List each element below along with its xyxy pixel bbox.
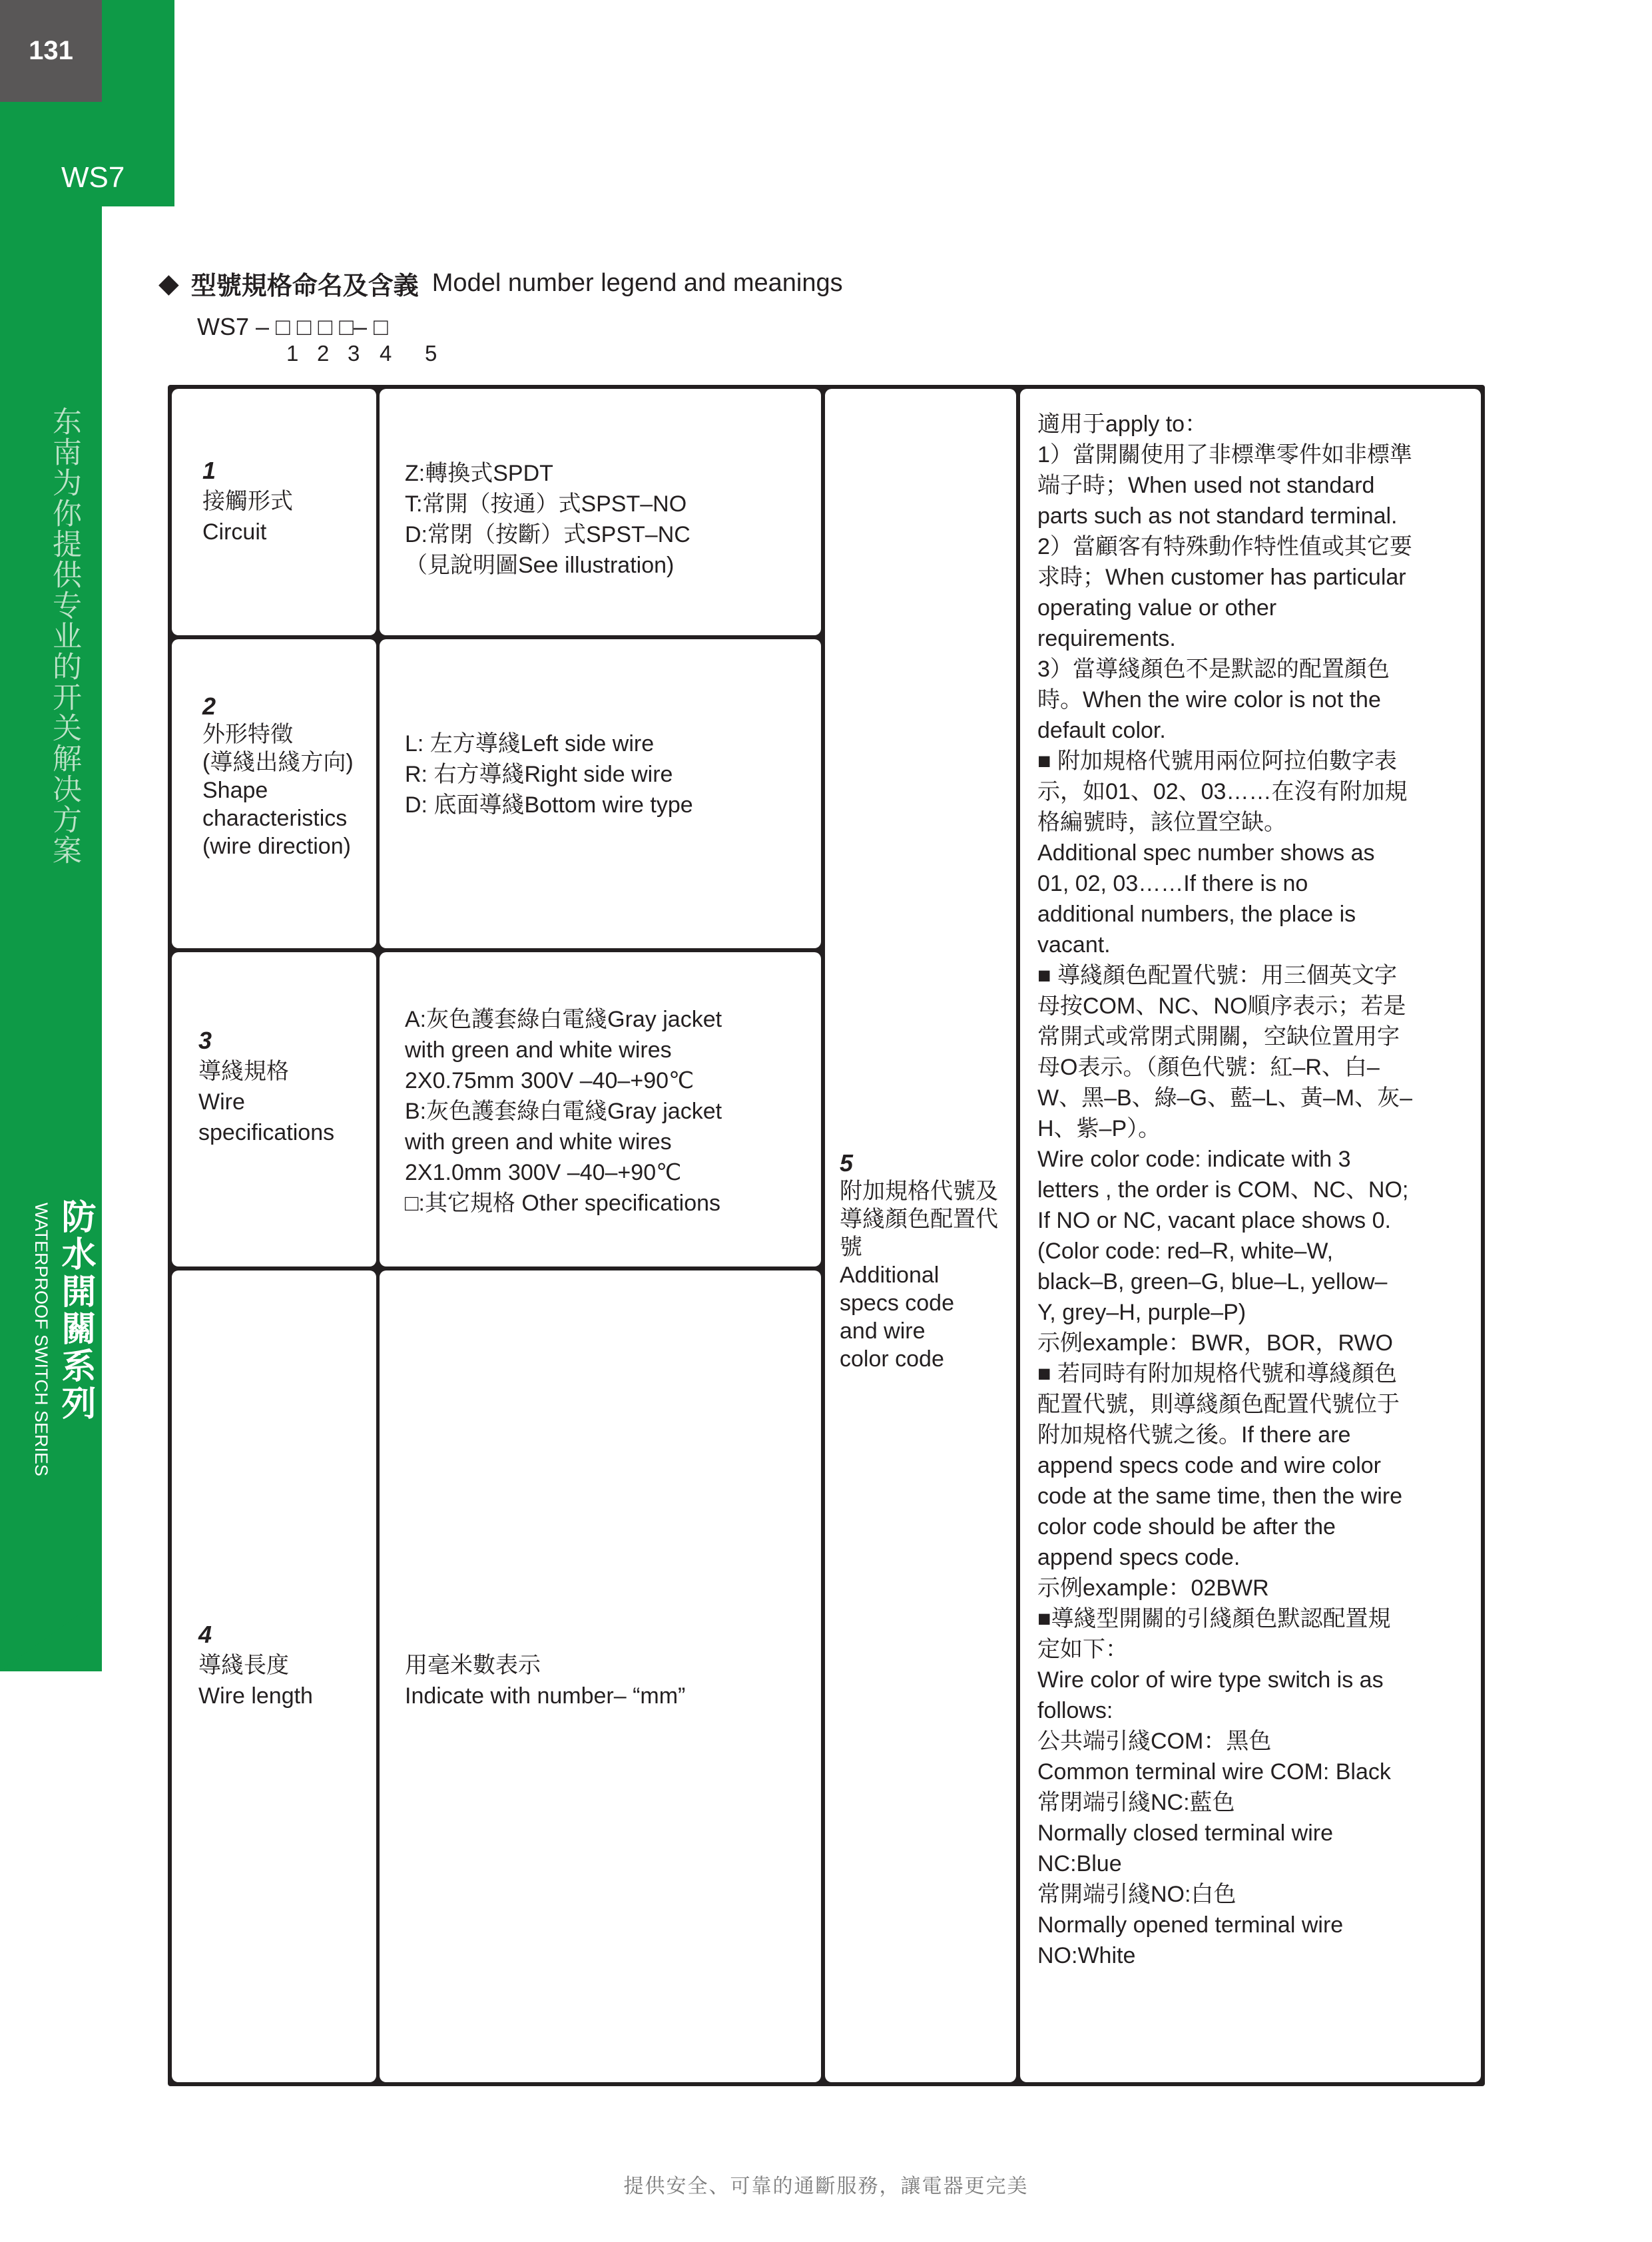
row2-label-cell (172, 639, 376, 948)
col5-line: follows: (1037, 1698, 1113, 1723)
col5-label-line: Additional (840, 1262, 940, 1288)
col5-line: W、黑–B、綠–G、藍–L、黃–M、灰– (1037, 1085, 1412, 1111)
row2-line: L: 左方導綫Left side wire (405, 731, 655, 756)
col5-label-line: and wire (840, 1318, 926, 1344)
legend-table (168, 385, 1485, 2086)
col5-line: If NO or NC, vacant place shows 0. (1037, 1208, 1391, 1233)
col5-line: 求時；When customer has particular (1037, 565, 1406, 590)
col5-line: 適用于apply to： (1037, 412, 1208, 437)
row4-label-en: Wire length (198, 1683, 313, 1709)
col5-line: 母O表示。（顏色代號：紅–R、白– (1037, 1055, 1380, 1080)
col5-line: Wire color of wire type switch is as (1037, 1667, 1384, 1693)
row3-number: 3 (198, 1027, 212, 1054)
row3-line: 2X0.75mm 300V –40–+90℃ (405, 1068, 694, 1093)
row1-label-cell (172, 389, 376, 635)
row2-line: R: 右方導綫Right side wire (405, 762, 673, 787)
col5-line: ■ 附加規格代號用兩位阿拉伯數字表 (1037, 748, 1397, 774)
series-title-en: WATERPROOF SWITCH SERIES (31, 1203, 51, 1477)
col5-line: NO:White (1037, 1943, 1136, 1968)
row1-label-en: Circuit (202, 519, 267, 545)
row2-number: 2 (202, 693, 216, 720)
col5-label-cell (825, 389, 1016, 2082)
row1-line: Z:轉換式SPDT (405, 461, 553, 486)
row1-line: T:常開（按通）式SPST–NO (405, 491, 687, 517)
col5-line: operating value or other (1037, 595, 1277, 621)
col5-line: 常閉端引綫NC:藍色 (1037, 1790, 1235, 1815)
row3-line: 2X1.0mm 300V –40–+90℃ (405, 1160, 682, 1185)
col5-line: Normally closed terminal wire (1037, 1821, 1334, 1846)
col5-line: 常開端引綫NO:白色 (1037, 1882, 1237, 1907)
col5-line: 附加規格代號之後。If there are (1037, 1422, 1351, 1448)
col5-line: code at the same time, then the wire (1037, 1484, 1403, 1509)
col5-line: vacant. (1037, 932, 1111, 958)
row4-content-cell (380, 1270, 821, 2082)
col5-line: 示例example：02BWR (1037, 1575, 1269, 1601)
row1-line: （見說明圖See illustration) (405, 553, 675, 578)
section-heading (158, 265, 843, 302)
col5-line: requirements. (1037, 626, 1176, 651)
col5-line: ■ 導綫顏色配置代號：用三個英文字 (1037, 963, 1397, 988)
col5-line: letters , the order is COM、NC、NO; (1037, 1177, 1409, 1203)
section-title-en: Model number legend and meanings (431, 269, 843, 297)
col5-line: H、紫–P）。 (1037, 1116, 1161, 1141)
row4-label-cell (172, 1270, 376, 2082)
row3-line: with green and white wires (405, 1037, 672, 1063)
col5-line: 公共端引綫COM：黑色 (1037, 1729, 1272, 1754)
col5-line: Normally opened terminal wire (1037, 1912, 1344, 1938)
series-code: WS7 (61, 161, 125, 194)
row1-number: 1 (202, 457, 216, 484)
diamond-bullet-icon: ◆ (158, 268, 179, 299)
col5-line: 示例example：BWR，BOR，RWO (1037, 1330, 1393, 1356)
col5-line: 母按COM、NC、NO順序表示；若是 (1037, 993, 1406, 1019)
row2-content-cell (380, 639, 821, 948)
col5-line: parts such as not standard terminal. (1037, 503, 1398, 529)
row4-line: Indicate with number– “mm” (405, 1683, 686, 1709)
page-number: 131 (0, 0, 102, 102)
footer-slogan: 提供安全、可靠的通斷服務，讓電器更完美 (623, 2175, 1029, 2198)
col5-line: default color. (1037, 718, 1166, 743)
col5-line: 01, 02, 03……If there is no (1037, 871, 1308, 896)
row4-label-cn: 導綫長度 (198, 1653, 289, 1678)
model-position: 2 (317, 341, 330, 366)
col5-label-line: 導綫顏色配置代 (840, 1207, 998, 1232)
col5-line: black–B, green–G, blue–L, yellow– (1037, 1269, 1388, 1294)
col5-line: 格編號時，該位置空缺。 (1037, 810, 1286, 835)
row3-content-cell (380, 952, 821, 1266)
series-title-cn: 防水開關系列 (55, 1199, 95, 1422)
col5-line: 時。When the wire color is not the (1037, 687, 1381, 712)
row3-label-cn: 導綫規格 (198, 1059, 289, 1084)
row3-line: □:其它規格 Other specifications (405, 1191, 721, 1216)
row2-label-en: (wire direction) (202, 834, 351, 859)
col5-line: ■導綫型開關的引綫顏色默認配置規 (1037, 1606, 1391, 1631)
model-position: 4 (380, 341, 392, 366)
row1-content-cell (380, 389, 821, 635)
col5-line: append specs code. (1037, 1545, 1240, 1570)
col5-line: 端子時；When used not standard (1037, 473, 1375, 498)
row3-line: A:灰色護套綠白電綫Gray jacket (405, 1007, 722, 1032)
row2-label-en: Shape (202, 778, 268, 803)
row1-line: D:常閉（按斷）式SPST–NC (405, 522, 690, 547)
row4-line: 用毫米數表示 (405, 1653, 541, 1678)
col5-label-line: specs code (840, 1290, 954, 1316)
col5-line: (Color code: red–R, white–W, (1037, 1239, 1334, 1264)
row3-label-en: specifications (198, 1120, 335, 1145)
col5-content-cell (1020, 389, 1481, 2082)
col5-content (1037, 409, 1412, 1971)
model-position: 3 (348, 341, 360, 366)
model-position: 5 (425, 341, 437, 366)
col5-line: NC:Blue (1037, 1851, 1122, 1876)
col5-line: 3）當導綫顏色不是默認的配置顏色 (1037, 657, 1390, 682)
sidebar-band-tip (0, 1598, 102, 1671)
col5-label-line: color code (840, 1346, 944, 1372)
sidebar-slogan: 东南为你提供专业的开关解决方案 (47, 406, 81, 866)
row3-label-cell (172, 952, 376, 1266)
section-title-cn: 型號規格命名及含義 (190, 271, 419, 300)
col5-line: 1）當開關使用了非標準零件如非標準 (1037, 442, 1412, 467)
col5-number: 5 (840, 1149, 854, 1177)
col5-label-line: 號 (840, 1235, 862, 1260)
col5-line: ■ 若同時有附加規格代號和導綫顏色 (1037, 1361, 1397, 1386)
col5-line: append specs code and wire color (1037, 1453, 1381, 1478)
col5-line: Additional spec number shows as (1037, 840, 1375, 866)
col5-line: additional numbers, the place is (1037, 902, 1356, 927)
col5-line: color code should be after the (1037, 1514, 1336, 1540)
model-position: 1 (286, 341, 299, 366)
col5-line: 示，如01、02、03……在沒有附加規 (1037, 779, 1408, 804)
col5-line: 定如下： (1037, 1637, 1128, 1662)
col5-line: 常開式或常閉式開關，空缺位置用字 (1037, 1024, 1400, 1049)
col5-label-line: 附加規格代號及 (840, 1179, 998, 1204)
row2-line: D: 底面導綫Bottom wire type (405, 792, 693, 818)
row2-label-cn2: (導綫出綫方向) (202, 750, 354, 775)
row2-label-cn: 外形特徵 (202, 722, 293, 747)
col5-line: Wire color code: indicate with 3 (1037, 1147, 1351, 1172)
row3-line: with green and white wires (405, 1129, 672, 1155)
row1-label-cn: 接觸形式 (202, 489, 293, 514)
model-code-text: WS7 – □ □ □ □– □ (197, 313, 388, 340)
row2-label-en: characteristics (202, 806, 348, 831)
col5-line: 2）當顧客有特殊動作特性值或其它要 (1037, 534, 1412, 559)
row3-label-en: Wire (198, 1089, 245, 1115)
model-code (197, 313, 388, 341)
row4-number: 4 (198, 1621, 212, 1648)
col5-line: Y, grey–H, purple–P) (1037, 1300, 1246, 1325)
row3-line: B:灰色護套綠白電綫Gray jacket (405, 1099, 722, 1124)
col5-line: Common terminal wire COM: Black (1037, 1759, 1391, 1785)
col5-line: 配置代號，則導綫顏色配置代號位于 (1037, 1392, 1400, 1417)
